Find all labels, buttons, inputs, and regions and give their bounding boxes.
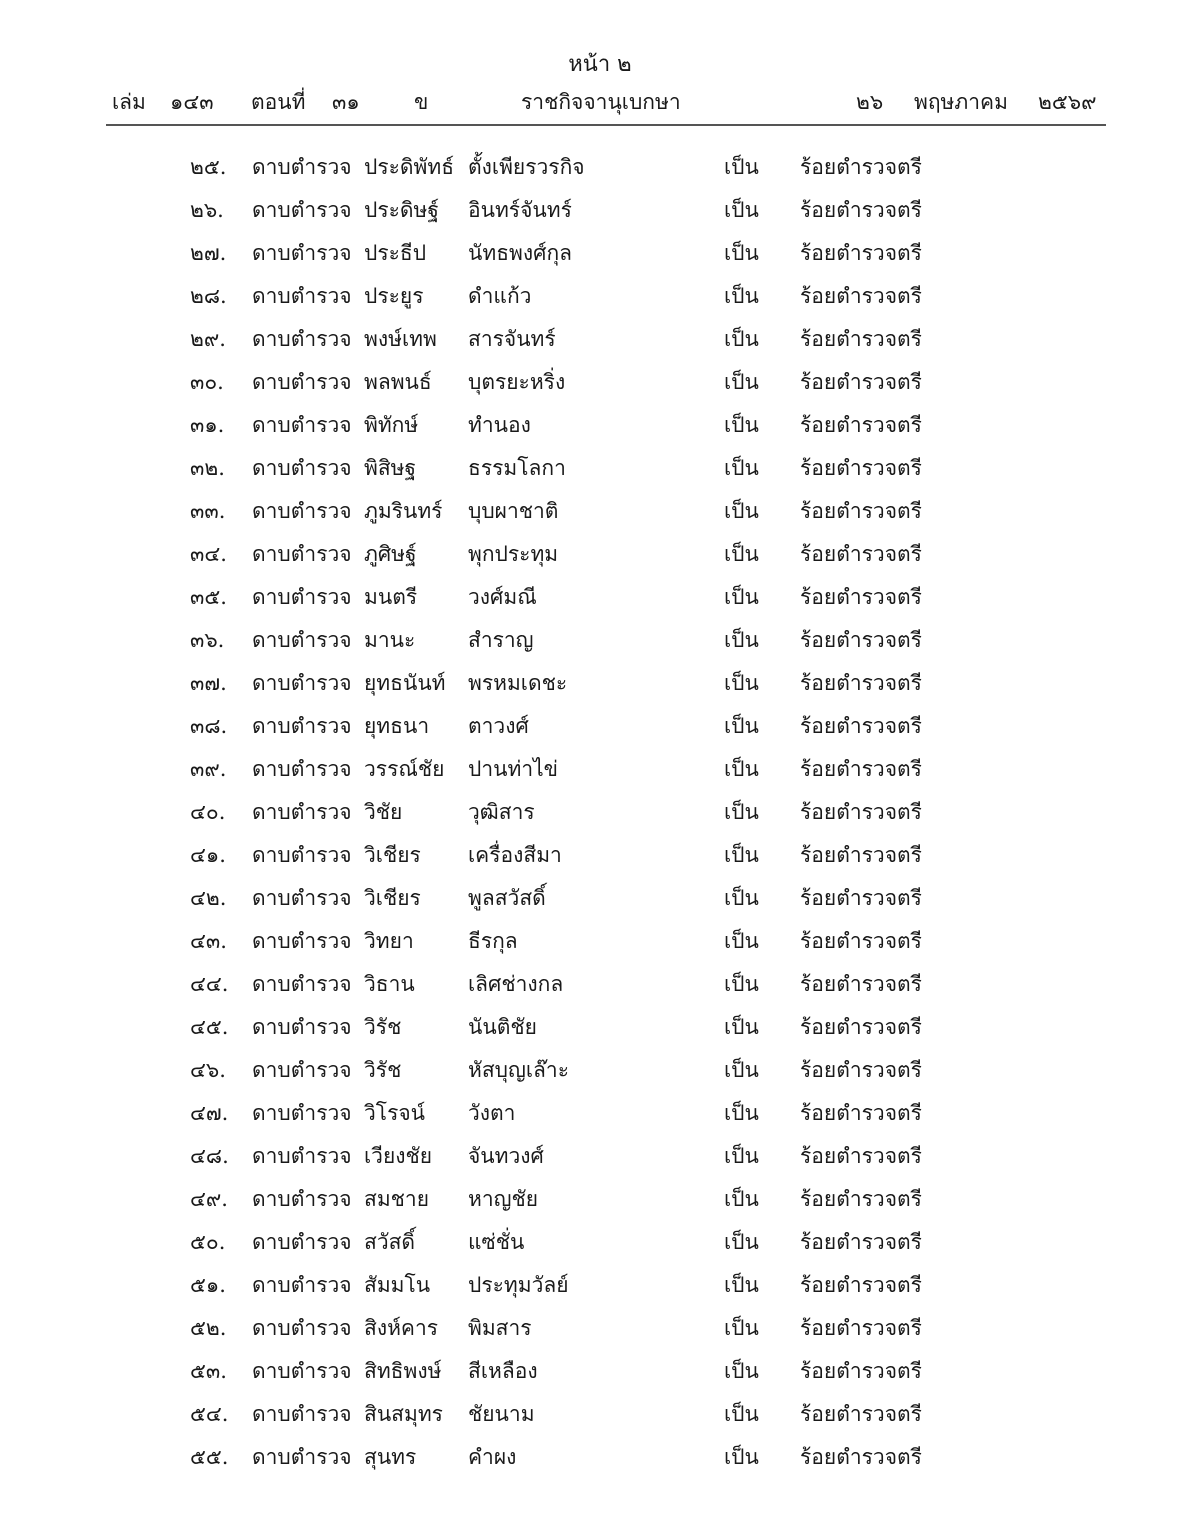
entry-last-name: คำผง	[468, 1445, 517, 1469]
list-item	[0, 619, 1200, 662]
section-letter: ข	[414, 90, 429, 114]
entry-last-name: ประทุมวัลย์	[468, 1273, 569, 1297]
entry-current-rank: ดาบตำรวจ	[252, 327, 352, 351]
entry-first-name: พิทักษ์	[364, 413, 419, 437]
entry-number: ๔๕.	[190, 1015, 229, 1039]
list-item	[0, 318, 1200, 361]
entry-first-name: สิทธิพงษ์	[364, 1359, 442, 1383]
entry-first-name: พงษ์เทพ	[364, 327, 437, 351]
entry-connector: เป็น	[724, 456, 759, 480]
list-item	[0, 189, 1200, 232]
entry-last-name: สีเหลือง	[468, 1359, 538, 1383]
entry-last-name: จันทวงศ์	[468, 1144, 544, 1168]
entry-number: ๒๖.	[190, 198, 224, 222]
entry-number: ๔๙.	[190, 1187, 228, 1211]
entry-first-name: วิชัย	[364, 800, 403, 824]
entry-last-name: ชัยนาม	[468, 1402, 535, 1426]
entry-current-rank: ดาบตำรวจ	[252, 972, 352, 996]
entry-current-rank: ดาบตำรวจ	[252, 1144, 352, 1168]
list-item	[0, 705, 1200, 748]
list-item	[0, 1307, 1200, 1350]
entry-current-rank: ดาบตำรวจ	[252, 714, 352, 738]
entry-last-name: อินทร์จันทร์	[468, 198, 572, 222]
date-month: พฤษภาคม	[914, 90, 1008, 114]
entry-last-name: หัสบุญเล๊าะ	[468, 1058, 570, 1082]
entry-number: ๔๒.	[190, 886, 227, 910]
entry-first-name: วิทยา	[364, 929, 414, 953]
list-item	[0, 662, 1200, 705]
list-item	[0, 1178, 1200, 1221]
entry-last-name: บุตรยะหริ่ง	[468, 370, 566, 394]
header-divider	[106, 124, 1106, 126]
entry-number: ๕๓.	[190, 1359, 227, 1383]
list-item	[0, 834, 1200, 877]
list-item	[0, 1393, 1200, 1436]
entry-number: ๔๓.	[190, 929, 227, 953]
entry-first-name: มนตรี	[364, 585, 418, 609]
entry-first-name: ภูศิษฐ์	[364, 542, 417, 566]
entry-last-name: พิมสาร	[468, 1316, 532, 1340]
entry-connector: เป็น	[724, 800, 759, 824]
entry-first-name: วรรณ์ชัย	[364, 757, 445, 781]
list-item	[0, 1135, 1200, 1178]
list-item	[0, 146, 1200, 189]
entry-new-rank: ร้อยตำรวจตรี	[800, 284, 922, 308]
entry-first-name: พลพนธ์	[364, 370, 432, 394]
list-item	[0, 963, 1200, 1006]
entry-last-name: ทำนอง	[468, 413, 531, 437]
entry-last-name: บุบผาชาติ	[468, 499, 559, 523]
entry-connector: เป็น	[724, 155, 759, 179]
list-item	[0, 791, 1200, 834]
entry-last-name: ธรรมโลกา	[468, 456, 566, 480]
entry-current-rank: ดาบตำรวจ	[252, 456, 352, 480]
entry-number: ๕๐.	[190, 1230, 226, 1254]
entry-new-rank: ร้อยตำรวจตรี	[800, 456, 922, 480]
entry-last-name: ตั้งเพียรวรกิจ	[468, 155, 585, 179]
entry-first-name: ประยูร	[364, 284, 424, 308]
entry-connector: เป็น	[724, 1144, 759, 1168]
date-day: ๒๖	[856, 90, 884, 114]
entry-connector: เป็น	[724, 671, 759, 695]
entry-last-name: ปานท่าไข่	[468, 757, 559, 781]
entry-new-rank: ร้อยตำรวจตรี	[800, 1402, 922, 1426]
entry-new-rank: ร้อยตำรวจตรี	[800, 929, 922, 953]
entry-new-rank: ร้อยตำรวจตรี	[800, 886, 922, 910]
list-item	[0, 877, 1200, 920]
entry-new-rank: ร้อยตำรวจตรี	[800, 1316, 922, 1340]
entry-first-name: ประธีป	[364, 241, 427, 265]
entry-new-rank: ร้อยตำรวจตรี	[800, 155, 922, 179]
entry-first-name: สมชาย	[364, 1187, 430, 1211]
entry-new-rank: ร้อยตำรวจตรี	[800, 1230, 922, 1254]
entry-last-name: วังตา	[468, 1101, 516, 1125]
entry-last-name: นัทธพงศ์กุล	[468, 241, 573, 265]
entry-current-rank: ดาบตำรวจ	[252, 628, 352, 652]
entry-connector: เป็น	[724, 413, 759, 437]
entry-number: ๕๕.	[190, 1445, 229, 1469]
entry-last-name: หาญชัย	[468, 1187, 539, 1211]
entry-current-rank: ดาบตำรวจ	[252, 1445, 352, 1469]
entry-first-name: สัมมโน	[364, 1273, 431, 1297]
entry-current-rank: ดาบตำรวจ	[252, 1402, 352, 1426]
entry-number: ๔๐.	[190, 800, 226, 824]
entry-connector: เป็น	[724, 1273, 759, 1297]
entry-current-rank: ดาบตำรวจ	[252, 1058, 352, 1082]
entry-last-name: พรหมเดชะ	[468, 671, 568, 695]
entry-last-name: เครื่องสีมา	[468, 843, 562, 867]
gazette-name: ราชกิจจานุเบกษา	[521, 90, 681, 114]
entry-number: ๕๔.	[190, 1402, 229, 1426]
entry-new-rank: ร้อยตำรวจตรี	[800, 843, 922, 867]
list-item	[0, 361, 1200, 404]
list-item	[0, 447, 1200, 490]
entry-new-rank: ร้อยตำรวจตรี	[800, 757, 922, 781]
entry-number: ๓๖.	[190, 628, 225, 652]
entry-current-rank: ดาบตำรวจ	[252, 542, 352, 566]
list-item	[0, 1006, 1200, 1049]
promotion-list	[0, 146, 1200, 1479]
entry-new-rank: ร้อยตำรวจตรี	[800, 1058, 922, 1082]
entry-new-rank: ร้อยตำรวจตรี	[800, 370, 922, 394]
entry-first-name: สวัสดิ์	[364, 1230, 416, 1254]
entry-connector: เป็น	[724, 972, 759, 996]
entry-new-rank: ร้อยตำรวจตรี	[800, 671, 922, 695]
entry-connector: เป็น	[724, 1058, 759, 1082]
list-item	[0, 576, 1200, 619]
entry-new-rank: ร้อยตำรวจตรี	[800, 198, 922, 222]
entry-connector: เป็น	[724, 370, 759, 394]
entry-first-name: วิเชียร	[364, 843, 421, 867]
list-item	[0, 1092, 1200, 1135]
entry-number: ๕๒.	[190, 1316, 227, 1340]
entry-current-rank: ดาบตำรวจ	[252, 241, 352, 265]
entry-current-rank: ดาบตำรวจ	[252, 843, 352, 867]
entry-new-rank: ร้อยตำรวจตรี	[800, 1445, 922, 1469]
entry-first-name: ยุทธนันท์	[364, 671, 446, 695]
list-item	[0, 1436, 1200, 1479]
entry-connector: เป็น	[724, 198, 759, 222]
entry-current-rank: ดาบตำรวจ	[252, 1101, 352, 1125]
entry-current-rank: ดาบตำรวจ	[252, 757, 352, 781]
entry-connector: เป็น	[724, 714, 759, 738]
entry-first-name: สิงห์คาร	[364, 1316, 439, 1340]
entry-last-name: เลิศช่างกล	[468, 972, 564, 996]
entry-current-rank: ดาบตำรวจ	[252, 1359, 352, 1383]
entry-number: ๒๙.	[190, 327, 226, 351]
page-number: หน้า ๒	[568, 52, 632, 77]
entry-last-name: วงศ์มณี	[468, 585, 537, 609]
list-item	[0, 1350, 1200, 1393]
entry-current-rank: ดาบตำรวจ	[252, 499, 352, 523]
entry-first-name: ประดิษฐ์	[364, 198, 439, 222]
entry-number: ๓๘.	[190, 714, 228, 738]
list-item	[0, 748, 1200, 791]
entry-first-name: สินสมุทร	[364, 1402, 443, 1426]
entry-new-rank: ร้อยตำรวจตรี	[800, 1359, 922, 1383]
entry-first-name: วิรัช	[364, 1058, 402, 1082]
entry-new-rank: ร้อยตำรวจตรี	[800, 499, 922, 523]
entry-number: ๔๗.	[190, 1101, 229, 1125]
entry-current-rank: ดาบตำรวจ	[252, 198, 352, 222]
entry-connector: เป็น	[724, 585, 759, 609]
entry-new-rank: ร้อยตำรวจตรี	[800, 241, 922, 265]
entry-number: ๓๔.	[190, 542, 227, 566]
entry-first-name: เวียงชัย	[364, 1144, 433, 1168]
entry-new-rank: ร้อยตำรวจตรี	[800, 1144, 922, 1168]
entry-connector: เป็น	[724, 1316, 759, 1340]
entry-first-name: ภูมรินทร์	[364, 499, 443, 523]
entry-number: ๔๖.	[190, 1058, 226, 1082]
entry-last-name: สารจันทร์	[468, 327, 556, 351]
entry-current-rank: ดาบตำรวจ	[252, 585, 352, 609]
entry-connector: เป็น	[724, 1359, 759, 1383]
entry-current-rank: ดาบตำรวจ	[252, 886, 352, 910]
list-item	[0, 920, 1200, 963]
entry-connector: เป็น	[724, 929, 759, 953]
entry-new-rank: ร้อยตำรวจตรี	[800, 542, 922, 566]
entry-last-name: นันติชัย	[468, 1015, 537, 1039]
entry-new-rank: ร้อยตำรวจตรี	[800, 628, 922, 652]
entry-new-rank: ร้อยตำรวจตรี	[800, 1015, 922, 1039]
entry-last-name: ดำแก้ว	[468, 284, 532, 308]
entry-last-name: ตาวงศ์	[468, 714, 529, 738]
entry-new-rank: ร้อยตำรวจตรี	[800, 800, 922, 824]
entry-current-rank: ดาบตำรวจ	[252, 1230, 352, 1254]
entry-first-name: วิเชียร	[364, 886, 421, 910]
entry-current-rank: ดาบตำรวจ	[252, 370, 352, 394]
entry-last-name: วุฒิสาร	[468, 800, 535, 824]
entry-current-rank: ดาบตำรวจ	[252, 800, 352, 824]
entry-current-rank: ดาบตำรวจ	[252, 1316, 352, 1340]
entry-connector: เป็น	[724, 542, 759, 566]
entry-first-name: สุนทร	[364, 1445, 417, 1469]
entry-connector: เป็น	[724, 499, 759, 523]
entry-current-rank: ดาบตำรวจ	[252, 1015, 352, 1039]
entry-connector: เป็น	[724, 284, 759, 308]
entry-connector: เป็น	[724, 1015, 759, 1039]
section-number: ๓๑	[332, 90, 360, 114]
entry-number: ๔๑.	[190, 843, 226, 867]
volume-number: ๑๔๓	[170, 90, 214, 114]
entry-first-name: ยุทธนา	[364, 714, 430, 738]
entry-first-name: วิธาน	[364, 972, 415, 996]
entry-current-rank: ดาบตำรวจ	[252, 284, 352, 308]
entry-last-name: ธีรกุล	[468, 929, 518, 953]
volume-label: เล่ม	[112, 90, 146, 114]
entry-new-rank: ร้อยตำรวจตรี	[800, 972, 922, 996]
entry-new-rank: ร้อยตำรวจตรี	[800, 413, 922, 437]
entry-connector: เป็น	[724, 1101, 759, 1125]
entry-current-rank: ดาบตำรวจ	[252, 413, 352, 437]
list-item	[0, 1049, 1200, 1092]
entry-connector: เป็น	[724, 241, 759, 265]
entry-first-name: ประดิพัทธ์	[364, 155, 455, 179]
section-label: ตอนที่	[251, 90, 306, 114]
entry-connector: เป็น	[724, 1187, 759, 1211]
entry-number: ๒๘.	[190, 284, 227, 308]
entry-connector: เป็น	[724, 843, 759, 867]
entry-new-rank: ร้อยตำรวจตรี	[800, 1101, 922, 1125]
entry-current-rank: ดาบตำรวจ	[252, 1273, 352, 1297]
entry-first-name: วิรัช	[364, 1015, 402, 1039]
entry-new-rank: ร้อยตำรวจตรี	[800, 585, 922, 609]
entry-connector: เป็น	[724, 1402, 759, 1426]
entry-connector: เป็น	[724, 628, 759, 652]
entry-number: ๕๑.	[190, 1273, 226, 1297]
gazette-header	[106, 86, 1106, 120]
entry-new-rank: ร้อยตำรวจตรี	[800, 327, 922, 351]
list-item	[0, 404, 1200, 447]
entry-number: ๓๓.	[190, 499, 226, 523]
entry-current-rank: ดาบตำรวจ	[252, 155, 352, 179]
entry-number: ๓๕.	[190, 585, 227, 609]
entry-first-name: วิโรจน์	[364, 1101, 426, 1125]
entry-last-name: แซ่ชั่น	[468, 1230, 525, 1254]
entry-last-name: พูลสวัสดิ์	[468, 886, 546, 910]
entry-number: ๒๗.	[190, 241, 227, 265]
entry-current-rank: ดาบตำรวจ	[252, 671, 352, 695]
entry-new-rank: ร้อยตำรวจตรี	[800, 714, 922, 738]
entry-connector: เป็น	[724, 1445, 759, 1469]
entry-new-rank: ร้อยตำรวจตรี	[800, 1187, 922, 1211]
list-item	[0, 1264, 1200, 1307]
entry-connector: เป็น	[724, 1230, 759, 1254]
entry-new-rank: ร้อยตำรวจตรี	[800, 1273, 922, 1297]
list-item	[0, 533, 1200, 576]
entry-current-rank: ดาบตำรวจ	[252, 1187, 352, 1211]
entry-current-rank: ดาบตำรวจ	[252, 929, 352, 953]
entry-number: ๓๗.	[190, 671, 227, 695]
entry-first-name: พิสิษฐ	[364, 456, 417, 480]
entry-last-name: สำราญ	[468, 628, 534, 652]
entry-connector: เป็น	[724, 757, 759, 781]
list-item	[0, 1221, 1200, 1264]
date-year: ๒๕๖๙	[1038, 90, 1097, 114]
entry-connector: เป็น	[724, 327, 759, 351]
entry-number: ๓๒.	[190, 456, 225, 480]
list-item	[0, 490, 1200, 533]
entry-number: ๒๕.	[190, 155, 227, 179]
entry-last-name: พุกประทุม	[468, 542, 559, 566]
entry-number: ๓๐.	[190, 370, 224, 394]
entry-number: ๔๔.	[190, 972, 229, 996]
list-item	[0, 232, 1200, 275]
entry-number: ๔๘.	[190, 1144, 229, 1168]
entry-connector: เป็น	[724, 886, 759, 910]
list-item	[0, 275, 1200, 318]
entry-first-name: มานะ	[364, 628, 416, 652]
entry-number: ๓๙.	[190, 757, 227, 781]
entry-number: ๓๑.	[190, 413, 225, 437]
